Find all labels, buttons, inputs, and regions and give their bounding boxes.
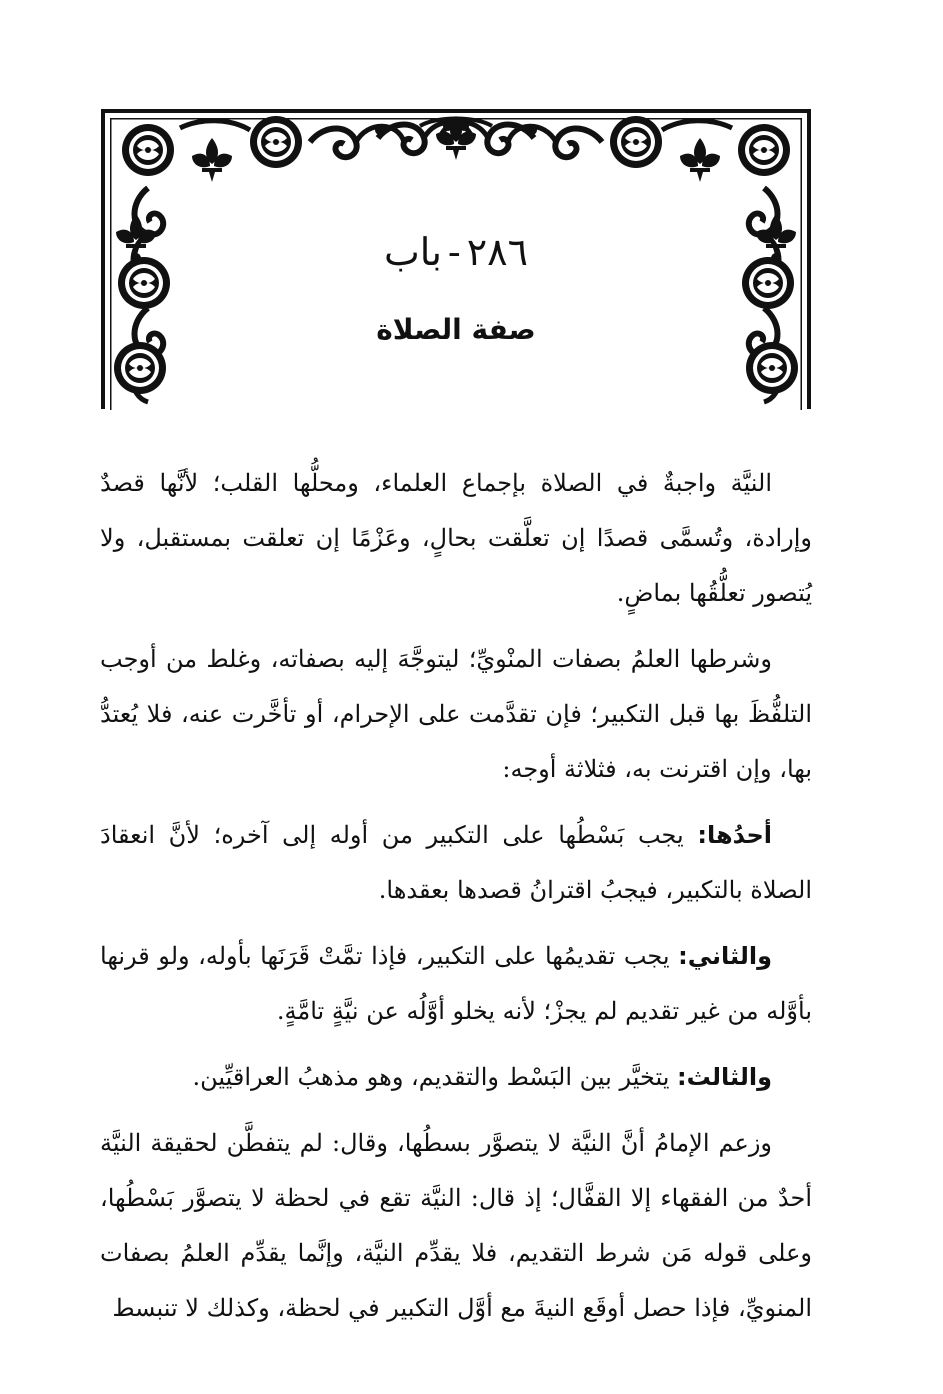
paragraph [100,632,812,797]
paragraph-text: النيَّة واجبةٌ في الصلاة بإجماع العلماء، ومحلُّها القلب؛ لأنَّها قصدٌ وإرادة، وتُسمَّى قصدًا إن تعلَّقت بحالٍ، وعَزْمًا إن تعلقت بمستقبل، ولا يُتصور تعلُّقُها بماضٍ. [100,469,812,607]
paragraph [100,456,812,621]
paragraph-lead: أحدُها: [697,821,772,849]
body-text [100,456,812,1347]
paragraph [100,808,812,918]
paragraph-text: يجب بَسْطُها على التكبير من أوله إلى آخره؛ لأنَّ انعقادَ الصلاة بالتكبير، فيجبُ اقترانُ قصدها بعقدها. [100,821,812,904]
paragraph-lead: والثاني: [678,942,772,970]
chapter-heading [100,222,812,282]
paragraph-text: يتخيَّر بين البَسْط والتقديم، وهو مذهبُ العراقيِّين. [192,1063,670,1091]
paragraph-text: وزعم الإمامُ أنَّ النيَّة لا يتصوَّر بسطُها، وقال: لم يتفطَّن لحقيقة النيَّة أحدٌ من الفقهاء إلا القفَّال؛ إذ قال: النيَّة تقع في لحظة لا يتصوَّر بَسْطُها، وعلى قوله مَن شرط التقديم، فلا يقدِّم النيَّة، وإنَّما يقدِّم العلمُ بصفات المنويِّ، فإذا حصل أوقَع النيةَ مع أوَّل التكبير في لحظة، وكذلك لا تنبسط [100,1129,812,1322]
chapter-title: صفة الصلاة [376,313,536,346]
paragraph [100,929,812,1039]
heading-dash: - [447,230,461,274]
paragraph [100,1116,812,1336]
paragraph-lead: والثالث: [677,1063,772,1091]
paragraph-text: وشرطها العلمُ بصفات المنْويِّ؛ ليتوجَّهَ إليه بصفاته، وغلط من أوجب التلفُّظَ بها قبل التكبير؛ فإن تقدَّمت على الإحرام، أو تأخَّرت عنه، فلا يُعتدُّ بها، وإن اقترنت به، فثلاثة أوجه: [100,645,812,783]
paragraph [100,1050,812,1105]
chapter-number: ٢٨٦ [466,230,528,274]
chapter-word: باب [383,230,442,274]
paragraph-text: يجب تقديمُها على التكبير، فإذا تمَّتْ قَرَنَها بأوله، ولو قرنها بأوَّله من غير تقديم لم يجزْ؛ لأنه يخلو أوَّلُه عن نيَّةٍ تامَّةٍ. [100,942,812,1025]
